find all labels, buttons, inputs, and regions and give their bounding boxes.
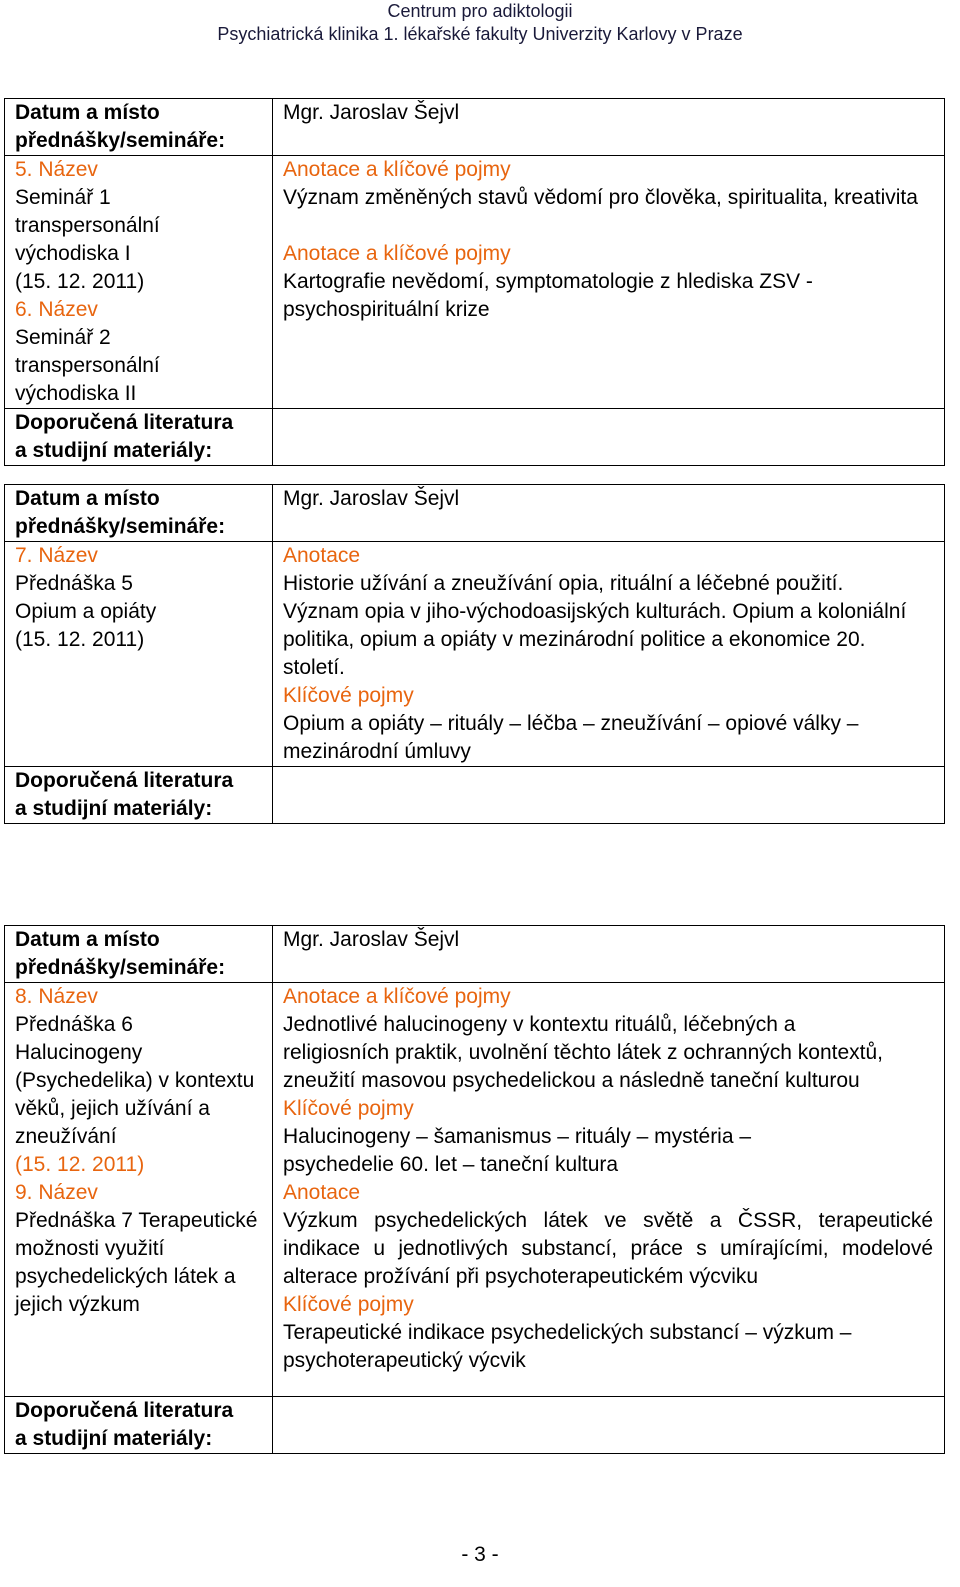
literature-label: Doporučená literatura	[15, 1399, 234, 1422]
datum-label: Datum a místo přednášky/semináře:	[15, 928, 226, 979]
item-title: Seminář 1 transpersonální východiska I	[15, 186, 160, 265]
item-date: (15. 12. 2011)	[15, 270, 145, 293]
item-date: (15. 12. 2011)	[15, 1153, 145, 1176]
annotation-label: Anotace	[283, 544, 361, 567]
datum-label: Datum a místo přednášky/semináře:	[15, 487, 226, 538]
literature-label: a studijní materiály:	[15, 1427, 213, 1450]
annotation-label: Anotace	[283, 1181, 361, 1204]
value-cell	[273, 99, 945, 156]
item-heading: 6. Název	[15, 298, 98, 321]
item-heading: 8. Název	[15, 985, 98, 1008]
course-table-3	[4, 925, 945, 1454]
page-number: - 3 -	[461, 1543, 499, 1566]
literature-label: a studijní materiály:	[15, 797, 213, 820]
keywords-label: Klíčové pojmy	[283, 684, 414, 707]
header-institution: Centrum pro adiktologii	[387, 1, 573, 21]
value-cell	[273, 542, 945, 767]
table-row	[5, 542, 945, 767]
label-cell	[5, 485, 273, 542]
annotation-text: Jednotlivé halucinogeny v kontextu rituálů, léčebných a religiosních praktik, uvolnění těchto látek z ochranných kontextů, zneužití masovou psychedelickou a následně taneční kulturou	[283, 1013, 883, 1092]
keywords-text: Halucinogeny – šamanismus – rituály – mystéria – psychedelie 60. let – taneční kultura	[283, 1125, 752, 1176]
value-cell	[273, 1397, 945, 1454]
annotation-text: Význam změněných stavů vědomí pro člověka, spiritualita, kreativita	[283, 186, 918, 209]
lecturer-name: Mgr. Jaroslav Šejvl	[283, 487, 460, 510]
annotation-label: Anotace a klíčové pojmy	[283, 158, 511, 181]
label-cell	[5, 542, 273, 767]
literature-label: Doporučená literatura	[15, 411, 234, 434]
datum-label: Datum a místo přednášky/semináře:	[15, 101, 226, 152]
annotation-text: Historie užívání a zneužívání opia, rituální a léčebné použití. Význam opia v jiho-východoasijských kulturách. Opium a koloniální politika, opium a opiáty v mezinárodní politice a ekonomice 20. století.	[283, 572, 907, 679]
course-table-1	[4, 98, 945, 466]
lecturer-name: Mgr. Jaroslav Šejvl	[283, 101, 460, 124]
item-heading: 9. Název	[15, 1181, 98, 1204]
annotation-text: Kartografie nevědomí, symptomatologie z hlediska ZSV - psychospirituální krize	[283, 270, 813, 321]
course-table-2	[4, 484, 945, 824]
keywords-text: Opium a opiáty – rituály – léčba – zneužívání – opiové války – mezinárodní úmluvy	[283, 712, 859, 763]
table-row	[5, 767, 945, 824]
label-cell	[5, 983, 273, 1397]
label-cell	[5, 1397, 273, 1454]
value-cell	[273, 767, 945, 824]
table-row	[5, 926, 945, 983]
keywords-label: Klíčové pojmy	[283, 1097, 414, 1120]
item-title: Seminář 2 transpersonální východiska II	[15, 326, 160, 405]
item-title: Přednáška 5 Opium a opiáty	[15, 572, 157, 623]
annotation-label: Anotace a klíčové pojmy	[283, 242, 511, 265]
table-row	[5, 485, 945, 542]
annotation-label: Anotace a klíčové pojmy	[283, 985, 511, 1008]
label-cell	[5, 409, 273, 466]
value-cell	[273, 409, 945, 466]
literature-label: Doporučená literatura	[15, 769, 234, 792]
label-cell	[5, 99, 273, 156]
table-row	[5, 99, 945, 156]
item-date: (15. 12. 2011)	[15, 628, 145, 651]
literature-label: a studijní materiály:	[15, 439, 213, 462]
value-cell	[273, 156, 945, 409]
keywords-label: Klíčové pojmy	[283, 1293, 414, 1316]
table-row	[5, 409, 945, 466]
header-faculty: Psychiatrická klinika 1. lékařské fakulty Univerzity Karlovy v Praze	[217, 24, 743, 44]
keywords-text: Terapeutické indikace psychedelických substancí – výzkum – psychoterapeutický výcvik	[283, 1321, 852, 1372]
item-heading: 5. Název	[15, 158, 98, 181]
table-row	[5, 1397, 945, 1454]
label-cell	[5, 156, 273, 409]
item-title: Přednáška 6 Halucinogeny (Psychedelika) v kontextu věků, jejich užívání a zneužívání	[15, 1013, 255, 1148]
value-cell	[273, 926, 945, 983]
item-title: Přednáška 7 Terapeutické možnosti využití psychedelických látek a jejich výzkum	[15, 1209, 258, 1316]
label-cell	[5, 926, 273, 983]
table-row	[5, 983, 945, 1397]
table-row	[5, 156, 945, 409]
label-cell	[5, 767, 273, 824]
annotation-text: Výzkum psychedelických látek ve světě a ČSSR, terapeutické indikace u jednotlivých substancí, práce s umírajícími, modelové alterace prožívání při psychoterapeutickém výcviku	[283, 1209, 933, 1288]
value-cell	[273, 983, 945, 1397]
page-header	[0, 0, 960, 46]
lecturer-name: Mgr. Jaroslav Šejvl	[283, 928, 460, 951]
item-heading: 7. Název	[15, 544, 98, 567]
value-cell	[273, 485, 945, 542]
